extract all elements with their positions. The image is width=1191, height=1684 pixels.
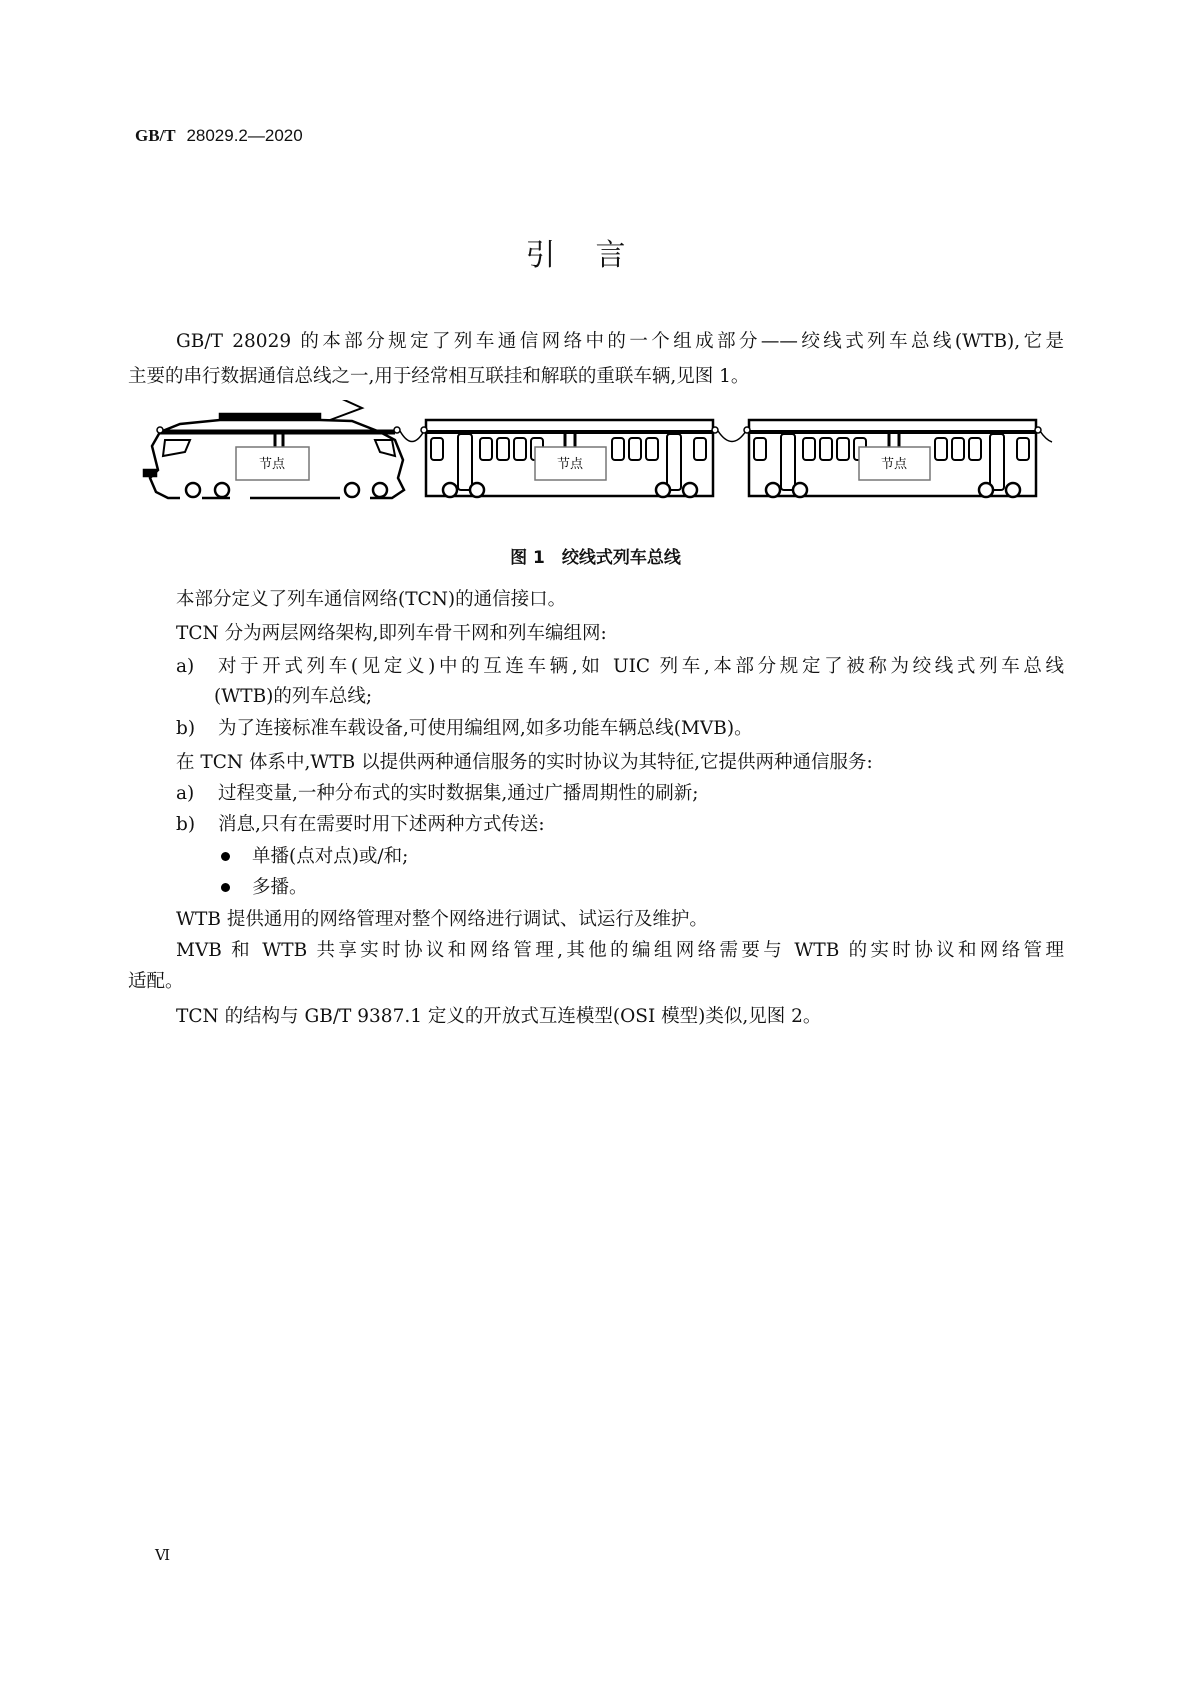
list-marker: b): [176, 814, 196, 835]
bullet-icon: [221, 852, 230, 861]
page-title: 引言: [525, 238, 666, 273]
bullet-icon: [221, 883, 230, 892]
list-item-text: 消息,只有在需要时用下述两种方式传送:: [218, 814, 545, 835]
intro-line-1: GB/T 28029 的本部分规定了列车通信网络中的一个组成部分——绞线式列车总线(WTB),它是: [176, 331, 1064, 352]
bullet-item-text: 单播(点对点)或/和;: [252, 846, 409, 867]
node-label: 节点: [556, 457, 584, 472]
bus-cable: [400, 431, 424, 442]
node-label: 节点: [258, 457, 286, 472]
body-line: 适配。: [128, 971, 184, 992]
standard-header: [135, 126, 303, 146]
train-bus-figure: [0, 400, 1191, 510]
body-line: 在 TCN 体系中,WTB 以提供两种通信服务的实时协议为其特征,它提供两种通信服务:: [176, 752, 873, 773]
intro-line-2: 主要的串行数据通信总线之一,用于经常相互联挂和解联的重联车辆,见图 1。: [128, 366, 750, 387]
list-item-text: (WTB)的列车总线;: [214, 686, 373, 707]
list-item-text: 为了连接标准车载设备,可使用编组网,如多功能车辆总线(MVB)。: [218, 718, 753, 739]
standard-code: GB/T: [135, 126, 176, 145]
list-item-text: 对于开式列车(见定义)中的互连车辆,如 UIC 列车,本部分规定了被称为绞线式列车总线: [218, 656, 1064, 677]
list-marker: a): [176, 783, 195, 804]
page-number: Ⅵ: [155, 1546, 171, 1564]
figure-caption: 图 1 绞线式列车总线: [510, 548, 681, 568]
body-line: 本部分定义了列车通信网络(TCN)的通信接口。: [176, 589, 567, 610]
body-line: TCN 分为两层网络架构,即列车骨干网和列车编组网:: [176, 623, 607, 644]
body-line: MVB 和 WTB 共享实时协议和网络管理,其他的编组网络需要与 WTB 的实时协议和网络管理: [176, 940, 1064, 961]
bullet-item-text: 多播。: [252, 877, 308, 898]
body-line: WTB 提供通用的网络管理对整个网络进行调试、试运行及维护。: [176, 909, 708, 930]
list-marker: b): [176, 718, 196, 739]
node-label: 节点: [880, 457, 908, 472]
list-marker: a): [176, 656, 195, 677]
body-line: TCN 的结构与 GB/T 9387.1 定义的开放式互连模型(OSI 模型)类似,见图 2。: [176, 1006, 822, 1027]
bus-cable: [718, 431, 746, 442]
standard-number: 28029.2—2020: [186, 126, 303, 145]
list-item-text: 过程变量,一种分布式的实时数据集,通过广播周期性的刷新;: [218, 783, 699, 804]
